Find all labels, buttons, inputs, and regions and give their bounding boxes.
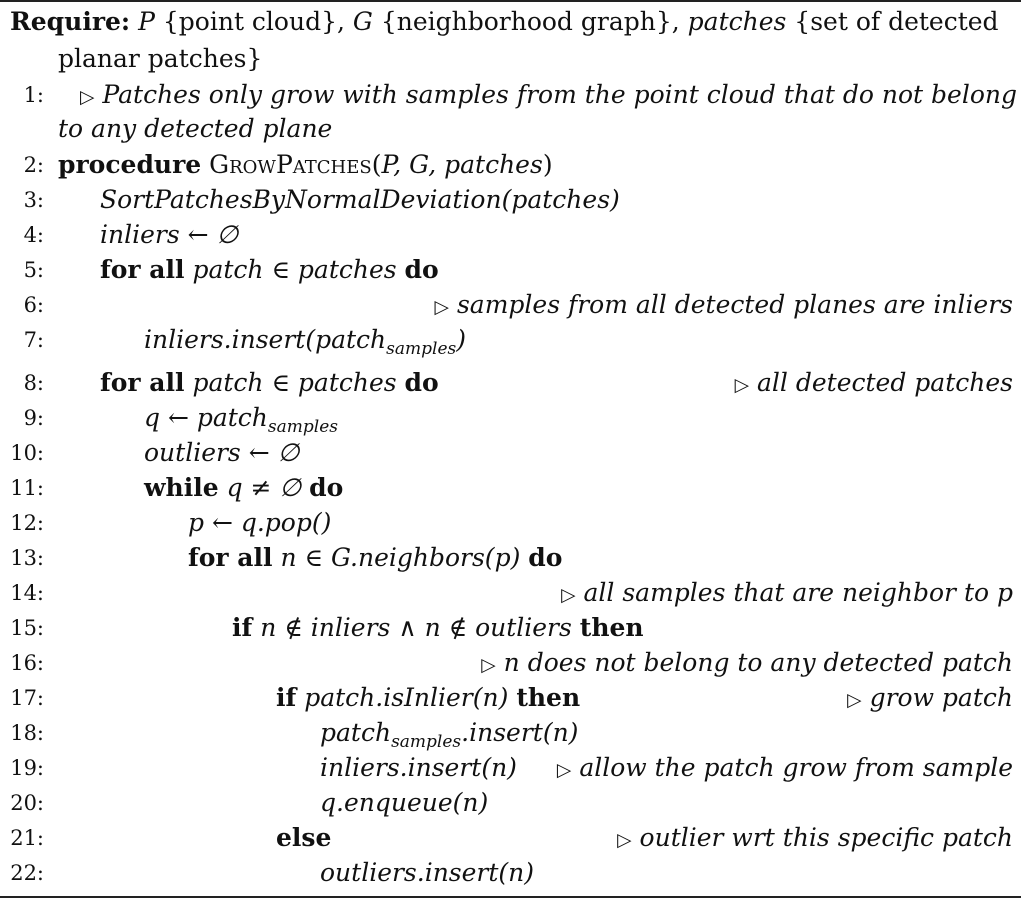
- top-rule: [0, 0, 1021, 2]
- procedure-name: GrowPatches: [209, 150, 372, 179]
- require-text-1: P {point cloud}, G {neighborhood graph}, patches {set of detected: [138, 7, 999, 36]
- keyword-procedure: procedure: [58, 150, 202, 179]
- bottom-rule: [0, 896, 1021, 898]
- comment: ▷ samples from all detected planes are inliers: [434, 290, 1013, 319]
- comment: ▷ all detected patches: [734, 368, 1013, 397]
- algorithm-block: Require: P {point cloud}, G {neighborhood graph}, patches {set of detected planar patches} 1: ▷ Patches only grow with samples from the point cloud that do not belong to any detected plane 2: procedure GrowPatches(P, G, patches) 3: SortPatchesByNormalDeviation(patches) 4: inliers ← ∅ 5: for all patch ∈ patches do 6: ▷ samples from all detected planes are inliers 7: inliers.insert(patch$_{samples}$) 8: for all patch ∈ patches do ▷ all detected patches 9: q ← patch$_{samples}$ 10: outliers ← ∅ 11: while q ≠ ∅ do 12: p ← q.pop() 13: for all n ∈ G.neighbors(p) do 14: ▷ all samples that are neighbor to p 15: if n ∉ inliers ∧ n ∉ outliers then 16: ▷ n does not belong to any detected patch 17: if patch.isInlier(n) then ▷ grow patch 18: patch$_{samples}$.insert(n) 19: inliers.insert(n) ▷ allow the patch grow from sample 20: q.enqueue(n) 21: else ▷ outlier wrt this specific patch 22: outliers.insert(n): [0, 0, 1021, 908]
- comment: ▷ all samples that are neighbor to p: [561, 578, 1013, 607]
- comment: ▷ n does not belong to any detected patch: [481, 648, 1013, 677]
- procedure-args: (P, G, patches): [371, 150, 553, 179]
- comment-text: ▷ Patches only grow with samples from the point cloud that do not belong: [80, 80, 1017, 109]
- comment: ▷ outlier wrt this specific patch: [617, 823, 1013, 852]
- require-line-1: Require: P {point cloud}, G {neighborhood graph}, patches {set of detected: [10, 7, 999, 36]
- comment: ▷ grow patch: [847, 683, 1013, 712]
- require-line-2: planar patches}: [58, 44, 263, 73]
- comment: ▷ allow the patch grow from sample: [556, 753, 1013, 782]
